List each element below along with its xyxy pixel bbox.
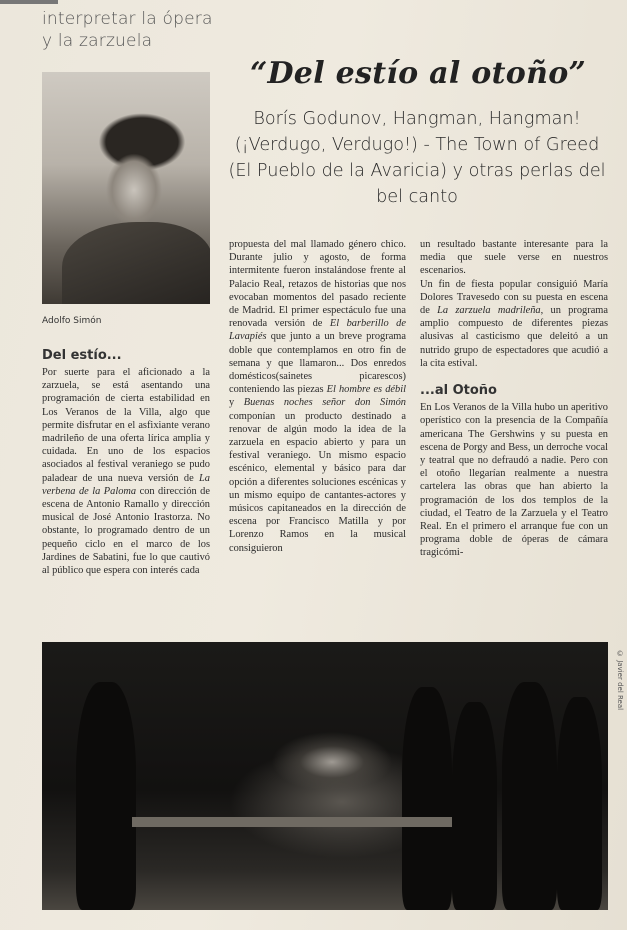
hooded-figure-right-2 [452,702,497,910]
col3-paragraph-2 [420,278,608,370]
col2-italic-2: El hombre es débil [326,384,406,396]
article-column-3 [420,238,608,560]
col1-text-2: con dirección de escena de Antonio Ramallo y dirección musical de José Antonio Irastorza. No obstante, lo programado dentro de un pequeño ciclo en el marco de los Jardines de Sabatini, fue lo que cautivó al público que espera con interés cada [42,485,210,577]
col2-italic-3: Buenas noches señor don Simón [243,397,406,409]
col3-paragraph-3: En Los Veranos de la Villa hubo un aperitivo operístico con la presencia de la Compañía americana The Gershwins y su puesta en escena de Porgy and Bess, un derroche vocal y teatral que no defraudó a nadie. Pero con el otoño llegarían realmente a nuestra cartelera las obras que han abierto la programación de los dos templos de la ciudad, el Teatro de la Zarzuela y el Teatro Real. En el primero el arranque fue con un programa doble de óperas de cámara tragicómi- [420,402,608,559]
hooded-figure-right-4 [557,697,602,910]
col1-italic-title: La verbena de la Paloma [42,472,210,497]
col3-paragraph-1: un resultado bastante interesante para la media que suele verse en nuestros escenarios. [420,239,608,277]
stage-photo-credit: © Javier del Real [616,650,624,711]
hooded-figure-left [76,682,136,910]
article-headline: “Del estío al otoño” [249,56,587,91]
stage-table [132,817,452,827]
article-subhead: Borís Godunov, Hangman, Hangman! (¡Verdugo, Verdugo!) - The Town of Greed (El Pueblo de la Avaricia) y otras perlas del bel canto [228,109,606,207]
col1-text-1: Por suerte para el aficionado a la zarzuela, se está asentando una programación de cierta estabilidad en Los Veranos de la Villa, algo que permite disfrutar en el asfixiante verano madrileño de una oferta lírica amplia y cuidada. En uno de los espacios asociados al festival veraniego se pudo paladear de una nueva versión de [42,367,210,484]
col2-text-4: componían un producto destinado a renovar de algún modo la idea de la zarzuela en espacio abierto y para un festival veraniego. Un mismo espacio escénico, elemental y básico para dar opción a diferentes soluciones escénicas y un mismo equipo de cantantes-actores y músicos capitaneados en la dirección de escena por Francisco Matilla y por Lorenzo Ramos en la musical consiguieron [229,410,406,554]
portrait-jacket [62,222,210,304]
col2-text-2: que junto a un breve programa doble que contemplamos en otro fin de semana y que llamaron... Dos enredos domésticos(sainetes picarescos) conteniendo las piezas [229,331,406,396]
col3-text-2a: Un fin de fiesta popular consiguió María Dolores Travesedo con su puesta en escena de [420,278,608,317]
col2-text-3: y [229,397,244,409]
article-column-1 [42,366,210,577]
col3-heading: ...al Otoño [420,383,497,399]
stage-performance-photo [42,642,608,910]
col1-paragraph [42,366,210,577]
col3-italic-1: La zarzuela madrileña [437,305,541,317]
article-column-2 [229,238,406,555]
col3-text-2b: , un programa amplio compuesto de diferentes piezas alusivas al casticismo que deleitó a un nutrido grupo de espectadores que acudió a la cita estival. [420,305,608,369]
section-title-line-1: interpretar la ópera [42,9,213,29]
col2-italic-1: El barberillo de Lavapiés [229,318,406,343]
col1-heading: Del estío... [42,348,122,363]
section-title [42,8,342,52]
hooded-figure-right-3 [502,682,557,910]
author-portrait-photo [42,72,210,304]
col2-paragraph [229,238,406,555]
col2-text-1: propuesta del mal llamado género chico. Durante julio y agosto, de forma intermitente fueron instalándose frente al Palacio Real, retazos de historias que nos evocaban momentos del pasado reciente de Madrid. El primer espectáculo fue una renovada versión de [229,239,406,330]
hooded-figure-right-1 [402,687,452,910]
section-title-line-2: y la zarzuela [42,31,153,51]
portrait-credit: Adolfo Simón [42,316,102,326]
section-rule [0,0,58,4]
